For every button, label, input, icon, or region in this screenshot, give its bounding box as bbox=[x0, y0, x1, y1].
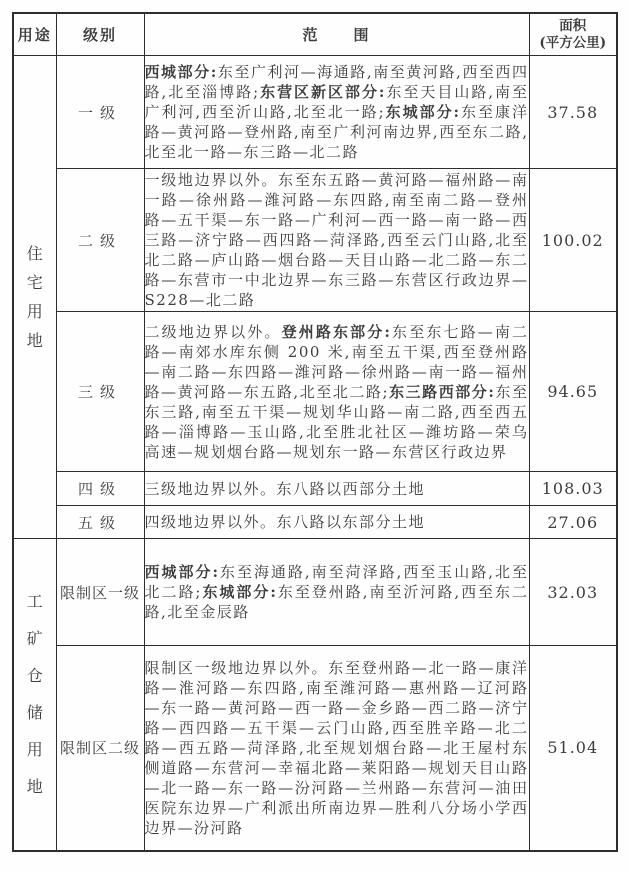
use-char: 储 bbox=[26, 702, 43, 722]
use-label bbox=[14, 591, 56, 796]
table-row bbox=[13, 539, 617, 646]
table-row bbox=[13, 169, 617, 312]
level-cell: 二级 bbox=[56, 169, 144, 312]
use-char: 矿 bbox=[26, 628, 43, 648]
header-use: 用途 bbox=[13, 13, 56, 56]
range-segment-bold: 西城部分: bbox=[144, 63, 218, 81]
range-segment-bold: 东城部分: bbox=[385, 103, 461, 121]
area-value: 51.04 bbox=[529, 646, 617, 851]
area-value: 100.02 bbox=[529, 169, 617, 312]
use-char: 用 bbox=[26, 301, 43, 321]
range-cell bbox=[144, 539, 529, 646]
range-segment: 东至东三路,南至五干渠—规划华山路—南二路,西至西五路—淄博路—玉山路,北至胜北社区—潍坊路—荣乌高速—规划烟台路—规划东一路—东营区行政边界 bbox=[144, 382, 529, 461]
range-segment-bold: 登州路东部分: bbox=[281, 322, 392, 341]
range-cell bbox=[144, 312, 529, 472]
table-body bbox=[13, 56, 617, 851]
range-segment: 东至海通路,南至菏泽路,西至玉山路,北至北二路; bbox=[144, 563, 529, 601]
header-level: 级别 bbox=[56, 13, 144, 56]
use-char: 住 bbox=[26, 243, 43, 263]
table-row bbox=[13, 472, 617, 506]
range-cell bbox=[144, 646, 529, 851]
use-char: 地 bbox=[26, 330, 43, 350]
use-char: 工 bbox=[26, 591, 43, 611]
area-value: 94.65 bbox=[529, 312, 617, 472]
range-segment: 三级地边界以外。东八路以西部分土地 bbox=[144, 479, 426, 498]
range-segment-bold: 东城部分: bbox=[201, 583, 278, 601]
level-cell: 一级 bbox=[56, 56, 144, 169]
table-row bbox=[13, 506, 617, 539]
use-label bbox=[14, 243, 56, 350]
header-row bbox=[13, 13, 617, 56]
level-cell: 三级 bbox=[56, 312, 144, 472]
range-segment: 东至东七路—南二路—南郊水库东侧 200 米,南至五干渠,西至登州路—南二路—东四路—潍河路—徐州路—南一路—福州路—黄河路—东五路,北至北二路; bbox=[144, 322, 529, 401]
header-area bbox=[529, 13, 617, 56]
range-segment: 一级地边界以外。东至东五路—黄河路—福州路—南一路—徐州路—潍河路—东四路,南至南二路—登州路—五干渠—东一路—广利河—西一路—南一路—西三路—济宁路—西四路—菏泽路,西至云门山路,北至北二路—庐山路—烟台路—天目山路—北二路—东二路—东营市一中北边界—东三路—东营区行政边界—S228—北二路 bbox=[144, 171, 529, 309]
use-cell bbox=[13, 539, 56, 851]
use-char: 用 bbox=[26, 739, 43, 759]
range-segment-bold: 西城部分: bbox=[144, 563, 220, 581]
range-cell bbox=[144, 56, 529, 169]
header-range: 范 围 bbox=[144, 13, 529, 56]
range-segment: 限制区一级地边界以外。东至登州路—北一路—康洋路—淮河路—东四路,南至潍河路—惠州路—辽河路—东一路—黄河路—西一路—金乡路—西二路—济宁路—西四路—五干渠—云门山路,西至胜辛路—北二路—西五路—菏泽路,北至规划烟台路—北王屋村东侧道路—东营河—幸福北路—莱阳路—规划天目山路—北一路—东一路—汾河路—兰州路—东营河—油田医院东边界—广利派出所南边界—胜利八分场小学西边界—汾河路 bbox=[144, 658, 529, 837]
area-value: 32.03 bbox=[529, 539, 617, 646]
range-cell bbox=[144, 472, 529, 506]
range-segment: 二级地边界以外。 bbox=[144, 322, 282, 341]
level-cell: 五级 bbox=[56, 506, 144, 539]
range-segment-bold: 东三路西部分: bbox=[389, 382, 496, 401]
range-segment: 东至天目山路,南至广利河,西至沂山路,北至北一路; bbox=[144, 83, 529, 121]
table-row bbox=[13, 312, 617, 472]
level-cell: 四级 bbox=[56, 472, 144, 506]
range-segment: 东至康洋路—黄河路—登州路,南至广利河南边界,西至东二路,北至北一路—东三路—北二路 bbox=[144, 103, 529, 161]
use-cell bbox=[13, 56, 56, 539]
range-segment: 四级地边界以外。东八路以东部分土地 bbox=[144, 513, 426, 531]
level-cell: 限制区一级 bbox=[56, 539, 144, 646]
area-value: 108.03 bbox=[529, 472, 617, 506]
range-segment-bold: 东营区新区部分: bbox=[259, 83, 386, 101]
use-char: 宅 bbox=[26, 272, 43, 292]
area-value: 27.06 bbox=[529, 506, 617, 539]
table-row bbox=[13, 646, 617, 851]
range-segment: 东至广利河—海通路,南至黄河路,西至西四路,北至淄博路; bbox=[144, 63, 529, 101]
use-char: 仓 bbox=[26, 665, 43, 685]
header-area-line1: 面积 bbox=[559, 17, 587, 34]
area-value: 37.58 bbox=[529, 56, 617, 169]
use-char: 地 bbox=[26, 776, 43, 796]
land-grade-table bbox=[12, 12, 618, 852]
header-area-line2: (平方公里) bbox=[539, 34, 607, 51]
range-segment: 东至登州路,南至沂河路,西至东二路,北至金辰路 bbox=[144, 583, 529, 621]
range-cell bbox=[144, 506, 529, 539]
table-row bbox=[13, 56, 617, 169]
level-cell: 限制区二级 bbox=[56, 646, 144, 851]
range-cell bbox=[144, 169, 529, 312]
